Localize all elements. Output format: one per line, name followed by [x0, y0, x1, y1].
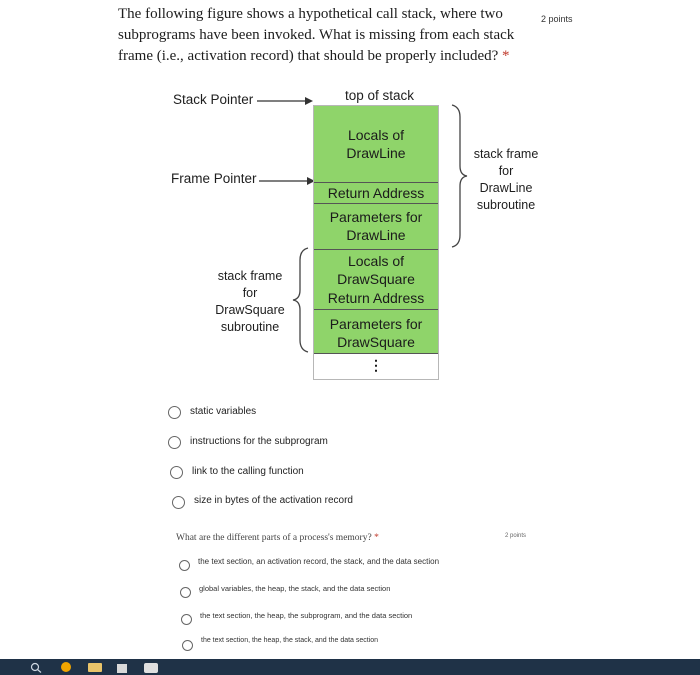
mail-icon[interactable]	[144, 661, 158, 673]
divider	[314, 249, 438, 250]
option-label[interactable]: link to the calling function	[192, 466, 304, 477]
divider	[314, 182, 438, 183]
divider	[314, 309, 438, 310]
file-explorer-icon[interactable]	[88, 662, 102, 672]
question-2-text: What are the different parts of a process's memory? *	[176, 533, 379, 543]
top-of-stack-label: top of stack	[345, 88, 415, 103]
edge-browser-icon[interactable]	[60, 661, 72, 673]
frame-pointer-label: Frame Pointer	[171, 171, 257, 186]
stack-pointer-arrow	[255, 95, 315, 107]
option-radio[interactable]	[181, 614, 192, 625]
option-label[interactable]: the text section, the heap, the stack, and the data section	[201, 637, 379, 644]
call-stack	[313, 105, 439, 380]
search-icon[interactable]	[30, 662, 42, 673]
option-label[interactable]: instructions for the subprogram	[190, 436, 328, 447]
option-label[interactable]: the text section, an activation record, the stack, and the data section	[198, 557, 440, 566]
option-radio[interactable]	[168, 406, 181, 419]
option-radio[interactable]	[172, 496, 185, 509]
option-radio[interactable]	[182, 640, 193, 651]
option-radio[interactable]	[170, 466, 183, 479]
ellipsis: ⋮	[369, 357, 383, 373]
cell-parameters-drawline: Parameters for DrawLine	[329, 209, 423, 243]
question-2-points: 2 points	[505, 533, 527, 539]
cell-return-address-drawsquare: Return Address	[327, 290, 425, 306]
question-1-text: The following figure shows a hypothetical call stack, where two subprograms have been invoked. What is missing from each stack frame (i.e., activation record) that should be properly included? *	[118, 6, 515, 64]
required-mark: *	[374, 533, 379, 543]
drawline-frame-label: stack frame for DrawLine subroutine	[473, 147, 539, 212]
option-label[interactable]: size in bytes of the activation record	[194, 495, 353, 506]
drawsquare-frame-label: stack frame for DrawSquare subroutine	[215, 269, 285, 334]
divider	[314, 203, 438, 204]
divider	[314, 353, 438, 354]
cell-locals-drawsquare: Locals of DrawSquare	[337, 253, 415, 287]
frame-pointer-arrow	[257, 175, 317, 187]
option-label[interactable]: static variables	[190, 406, 257, 417]
option-label[interactable]: the text section, the heap, the subprogram, and the data section	[200, 611, 413, 620]
option-radio[interactable]	[179, 560, 190, 571]
taskbar	[0, 659, 700, 675]
option-radio[interactable]	[180, 587, 191, 598]
required-mark: *	[502, 48, 510, 64]
question-1-points: 2 points	[541, 14, 573, 24]
stack-pointer-label: Stack Pointer	[173, 92, 254, 107]
option-radio[interactable]	[168, 436, 181, 449]
cell-parameters-drawsquare: Parameters for DrawSquare	[329, 316, 423, 350]
option-label[interactable]: global variables, the heap, the stack, and the data section	[199, 584, 391, 593]
cell-locals-drawline: Locals of DrawLine	[346, 127, 406, 161]
cell-return-address-drawline: Return Address	[327, 185, 425, 201]
store-icon[interactable]	[116, 661, 128, 673]
